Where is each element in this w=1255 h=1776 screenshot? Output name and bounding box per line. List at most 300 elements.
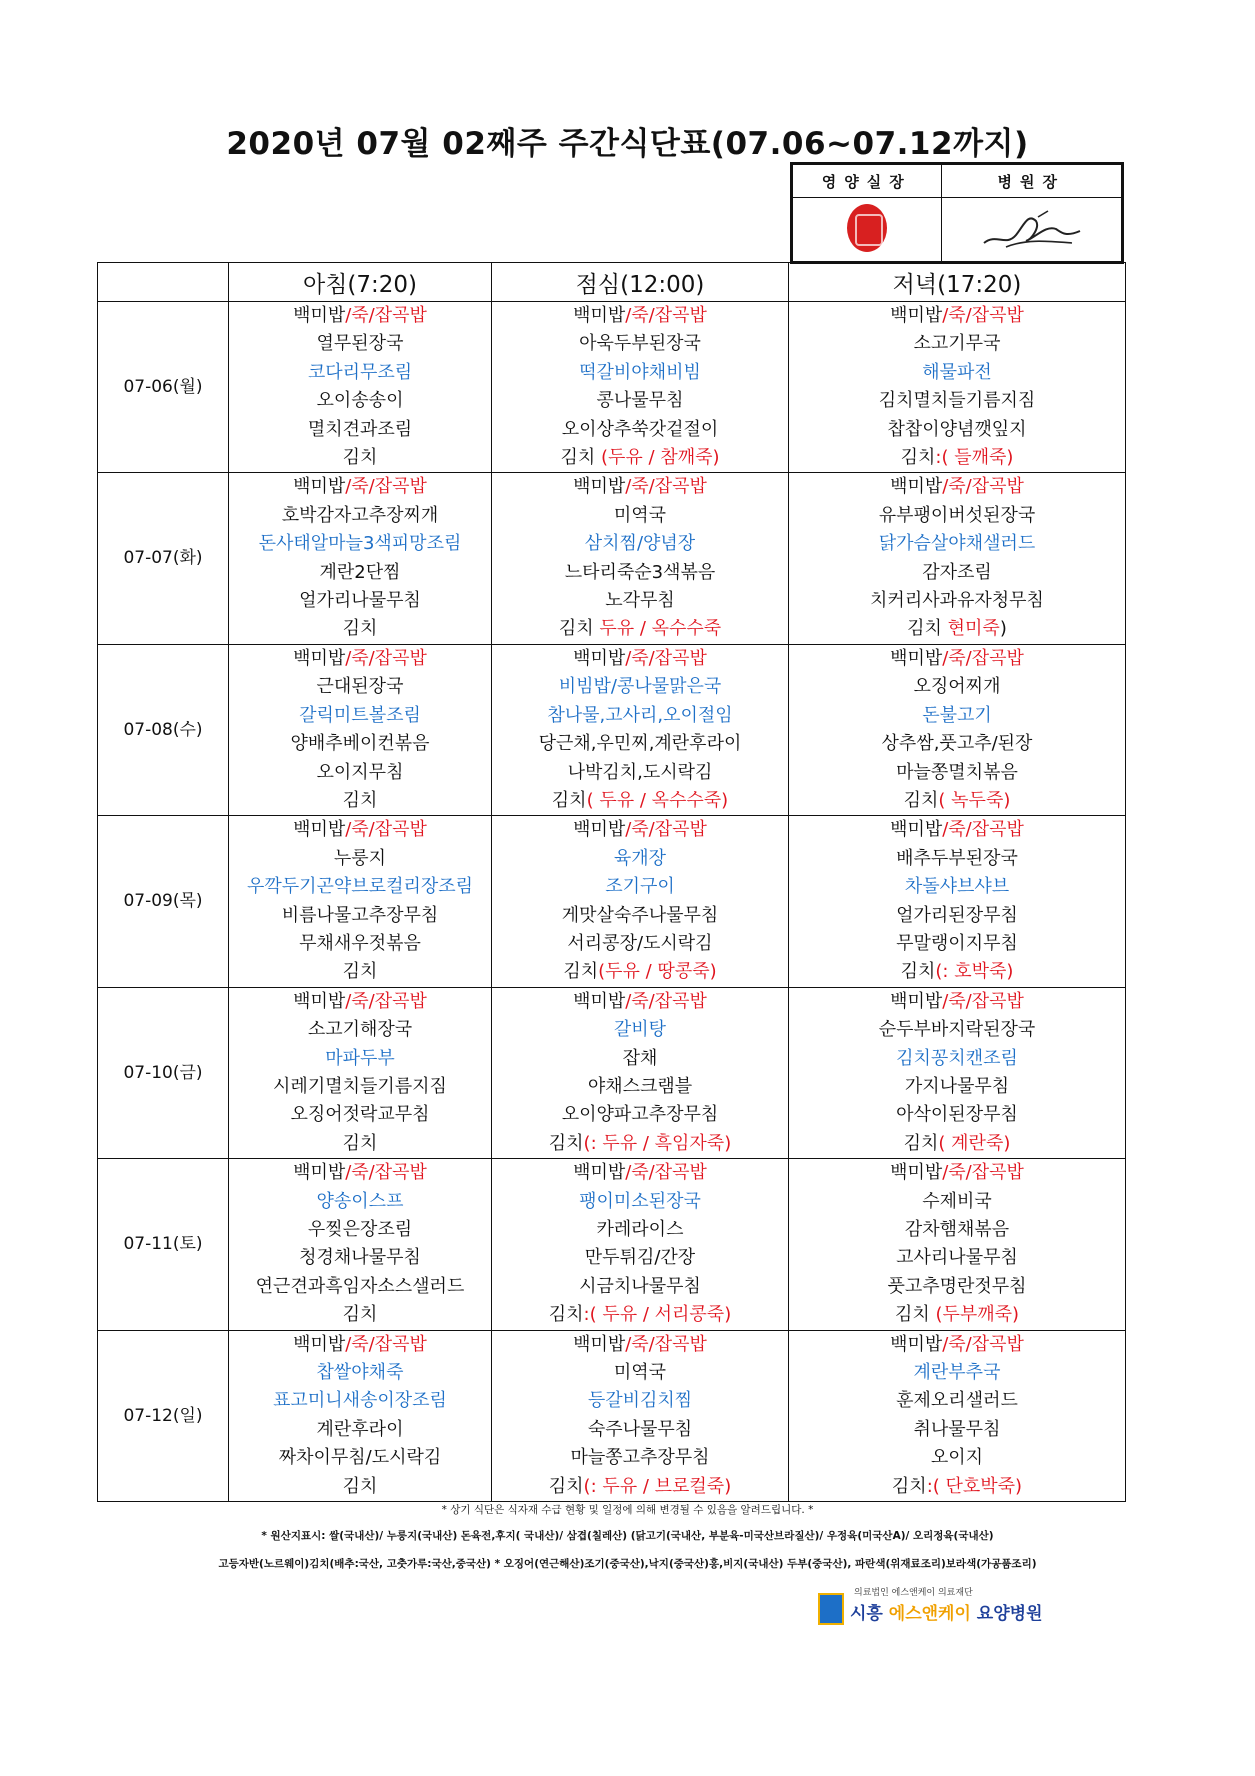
menu-item-text: 백미밥 (890, 305, 943, 326)
menu-item-text: 김치멸치들기름지짐 (878, 390, 1036, 412)
menu-item (229, 873, 491, 901)
menu-item (789, 1188, 1125, 1216)
day-label: 07-09(목) (98, 816, 229, 987)
menu-item-text: 얼가리나물무침 (299, 590, 421, 612)
menu-item (229, 1101, 491, 1129)
menu-item (229, 730, 491, 758)
menu-item-text: 당근채,우민찌,계란후라이 (538, 733, 742, 755)
menu-item-text: /죽/잡곡밥 (625, 476, 707, 498)
menu-item-text: 오징어찌개 (913, 676, 1001, 698)
menu-item-text: /죽/잡곡밥 (345, 1333, 427, 1355)
menu-item-text: 김치 (548, 1304, 584, 1326)
menu-item (789, 759, 1125, 787)
menu-item-text: 수제비국 (922, 1190, 992, 1212)
menu-item (492, 1444, 788, 1472)
menu-item-text: (: 두유 / 흑임자죽) (583, 1132, 732, 1154)
menu-item (229, 759, 491, 787)
menu-item-text: 백미밥 (293, 1162, 346, 1184)
dinner-cell (789, 302, 1126, 473)
menu-item (789, 845, 1125, 873)
menu-item-text: 김치 (560, 447, 601, 469)
menu-table (97, 262, 1126, 1502)
menu-item-text: 시레기멸치들기름지짐 (273, 1075, 447, 1097)
menu-item (229, 1473, 491, 1501)
menu-item (229, 1216, 491, 1244)
menu-item-text: 근대된장국 (316, 676, 404, 698)
menu-item-text: 상추쌈,풋고추/된장 (881, 733, 1033, 755)
logo-name (850, 1599, 1043, 1624)
menu-item-text: 김치 (903, 789, 939, 811)
menu-item-text: /죽/잡곡밥 (345, 647, 427, 669)
menu-item (492, 1473, 788, 1501)
menu-item (789, 1444, 1125, 1472)
lunch-cell (492, 987, 789, 1158)
menu-item-text: (두부깨죽) (935, 1304, 1020, 1326)
logo-subtitle: 의료법인 에스앤케이 의료재단 (854, 1588, 973, 1598)
menu-item (229, 930, 491, 958)
menu-item (492, 1273, 788, 1301)
menu-item (789, 787, 1125, 815)
day-row (98, 987, 1126, 1158)
director-signature-cell (941, 198, 1122, 262)
nutrition-stamp-cell (793, 198, 942, 262)
menu-item-text: 김치 (342, 1132, 378, 1154)
menu-item-text: 계란부추국 (913, 1362, 1001, 1384)
menu-item (229, 1244, 491, 1272)
menu-item (229, 645, 491, 673)
menu-item-text: 치커리사과유자청무침 (870, 590, 1044, 612)
menu-item-text: 카레라이스 (596, 1219, 684, 1240)
approval-nutrition-head: 영양실장 (793, 165, 942, 198)
menu-item-text: 계란후라이 (316, 1418, 404, 1440)
menu-item-text: ( 계란죽) (938, 1132, 1011, 1154)
menu-item (229, 845, 491, 873)
page-title: 2020년 07월 02째주 주간식단표(07.06~07.12까지) (226, 126, 1029, 162)
menu-item (492, 416, 788, 444)
menu-item-text: /죽/잡곡밥 (345, 476, 427, 498)
menu-item (492, 673, 788, 701)
menu-item-text: (두유 / 참깨죽) (601, 447, 720, 469)
menu-item (492, 1045, 788, 1073)
menu-item (492, 1073, 788, 1101)
menu-item (492, 759, 788, 787)
menu-item (492, 302, 788, 330)
menu-item-text: 백미밥 (890, 476, 943, 498)
breakfast-cell (229, 987, 492, 1158)
day-row (98, 302, 1126, 473)
breakfast-cell (229, 1159, 492, 1330)
menu-item-text: /죽/잡곡밥 (942, 819, 1024, 841)
menu-item (789, 1473, 1125, 1501)
menu-item (492, 902, 788, 930)
menu-item (492, 559, 788, 587)
menu-item-text: 시금치나물무침 (579, 1275, 701, 1297)
menu-item (492, 873, 788, 901)
menu-item-text: 게맛살숙주나물무침 (561, 904, 719, 926)
menu-item (492, 359, 788, 387)
menu-item-text: 콩나물무침 (596, 390, 684, 412)
menu-item-text: 만두튀김/간장 (584, 1247, 696, 1269)
breakfast-cell (229, 302, 492, 473)
day-row (98, 816, 1126, 987)
menu-item (789, 902, 1125, 930)
menu-item (229, 816, 491, 844)
menu-item-text: 오징어젓락교무침 (290, 1104, 430, 1126)
menu-item (492, 502, 788, 530)
menu-item-text: 김치 (342, 1304, 378, 1326)
menu-item (789, 473, 1125, 501)
menu-item (229, 958, 491, 986)
menu-item (789, 730, 1125, 758)
menu-item (492, 1359, 788, 1387)
menu-item-text: 김치 (342, 961, 378, 983)
menu-item (229, 587, 491, 615)
lunch-cell (492, 1330, 789, 1501)
menu-item-text: 연근견과흑임자소스샐러드 (255, 1275, 465, 1297)
menu-item-text: 느타리죽순3색볶음 (564, 561, 716, 583)
menu-item-text: 미역국 (613, 1362, 667, 1384)
menu-item (789, 1216, 1125, 1244)
menu-item-text: 오이지 (930, 1447, 984, 1469)
dinner-cell (789, 987, 1126, 1158)
menu-item-text: 김치 (548, 1132, 584, 1154)
day-row (98, 473, 1126, 644)
menu-item (492, 1416, 788, 1444)
menu-item (789, 530, 1125, 558)
menu-item (789, 1130, 1125, 1158)
menu-item (229, 673, 491, 701)
header-lunch: 점심(12:00) (492, 263, 789, 302)
menu-item-text: ( 녹두죽) (938, 789, 1011, 811)
menu-item (492, 1387, 788, 1415)
menu-item (229, 1159, 491, 1187)
menu-item-text: 우찢은장조림 (307, 1219, 413, 1240)
menu-item (229, 1273, 491, 1301)
menu-item-text: 백미밥 (573, 476, 626, 498)
menu-item-text: 백미밥 (573, 647, 626, 669)
menu-item-text: /죽/잡곡밥 (942, 990, 1024, 1012)
menu-item (492, 587, 788, 615)
breakfast-cell (229, 1330, 492, 1501)
menu-item-text: 김치 (551, 789, 587, 811)
breakfast-cell (229, 816, 492, 987)
menu-item-text: 마늘쫑고추장무침 (570, 1447, 710, 1469)
menu-item-text: 백미밥 (890, 647, 943, 669)
menu-item (789, 1016, 1125, 1044)
day-row (98, 1159, 1126, 1330)
menu-body (98, 302, 1126, 1502)
day-label: 07-08(수) (98, 644, 229, 815)
menu-item-text: 백미밥 (293, 990, 346, 1012)
menu-item (229, 473, 491, 501)
lunch-cell (492, 644, 789, 815)
menu-item-text: 감자조림 (922, 561, 992, 583)
lunch-cell (492, 1159, 789, 1330)
menu-item-text: 백미밥 (890, 1333, 943, 1355)
menu-item-text: :( 들깨죽) (935, 447, 1014, 469)
menu-item-text: 차돌샤브샤브 (904, 876, 1010, 898)
menu-item-text: 순두부바지락된장국 (878, 1019, 1036, 1041)
menu-item-text: 돈사태알마늘3색피망조림 (258, 533, 462, 555)
menu-item-text: /죽/잡곡밥 (625, 647, 707, 669)
menu-item (229, 302, 491, 330)
menu-item-text: 현미죽 (947, 618, 1000, 640)
menu-item-text: 소고기무국 (913, 333, 1001, 355)
signature-icon (976, 203, 1086, 253)
menu-item (492, 958, 788, 986)
menu-item (789, 615, 1125, 643)
menu-item-text: 비름나물고추장무침 (281, 904, 439, 926)
menu-item-text: 돈불고기 (922, 704, 992, 726)
menu-item-text: 김치꽁치캔조림 (896, 1047, 1018, 1069)
menu-item-text: /죽/잡곡밥 (625, 990, 707, 1012)
menu-item-text: 가지나물무침 (904, 1075, 1010, 1097)
menu-item (229, 988, 491, 1016)
menu-item-text: 김치 (891, 1475, 927, 1497)
menu-item (789, 1244, 1125, 1272)
menu-item (789, 958, 1125, 986)
logo-name-b: 에스앤케이 (888, 1604, 971, 1624)
logo-name-a: 시흥 (850, 1604, 889, 1624)
menu-item-text: 고사리나물무침 (896, 1247, 1018, 1269)
menu-item (229, 1444, 491, 1472)
menu-item (789, 587, 1125, 615)
menu-item-text: 풋고추명란젓무침 (887, 1275, 1027, 1297)
menu-item-text: 백미밥 (890, 1162, 943, 1184)
menu-item-text: 찹쌀야채죽 (316, 1362, 404, 1384)
menu-item (789, 1416, 1125, 1444)
menu-item-text: 김치 (900, 961, 936, 983)
menu-item-text: /죽/잡곡밥 (345, 819, 427, 841)
menu-item (229, 1016, 491, 1044)
menu-item-text: /죽/잡곡밥 (942, 1333, 1024, 1355)
menu-item-text: 청경채나물무침 (299, 1247, 421, 1269)
menu-item (492, 930, 788, 958)
menu-item (229, 1387, 491, 1415)
menu-item (492, 444, 788, 472)
menu-item (229, 559, 491, 587)
menu-item-text: 마늘쫑멸치볶음 (896, 761, 1018, 783)
hospital-logo (818, 1585, 1043, 1627)
menu-item-text: 무말랭이지무침 (896, 932, 1018, 954)
menu-item-text: 열무된장국 (316, 333, 404, 355)
menu-item-text: 호박감자고추장찌개 (281, 504, 439, 526)
menu-item-text: 얼가리된장무침 (896, 904, 1018, 926)
menu-item (229, 1130, 491, 1158)
menu-item-text: 오이상추쑥갓겉절이 (561, 418, 719, 440)
day-row (98, 644, 1126, 815)
menu-item-text: 김치 (907, 618, 948, 640)
menu-item (229, 502, 491, 530)
menu-item-text: /죽/잡곡밥 (345, 305, 427, 326)
menu-item (789, 1073, 1125, 1101)
breakfast-cell (229, 644, 492, 815)
menu-item (492, 1016, 788, 1044)
menu-item-text: (: 두유 / 브로컬죽) (583, 1475, 732, 1497)
menu-item-text: /죽/잡곡밥 (942, 305, 1024, 326)
menu-item-text: 오이양파고추장무침 (561, 1104, 719, 1126)
menu-item-text: 찹찹이양념깻잎지 (887, 418, 1027, 440)
menu-item-text: 표고미니새송이장조림 (273, 1390, 447, 1412)
menu-item (492, 1331, 788, 1359)
menu-item-text: 등갈비김치찜 (587, 1390, 693, 1412)
menu-item-text: 갈릭미트볼조림 (299, 704, 421, 726)
menu-item (492, 645, 788, 673)
menu-item-text: 무채새우젓볶음 (299, 932, 421, 954)
menu-item-text: 백미밥 (293, 305, 346, 326)
menu-item-text: 김치 (894, 1304, 936, 1326)
menu-item (492, 1244, 788, 1272)
day-label: 07-06(월) (98, 302, 229, 473)
menu-item (789, 444, 1125, 472)
menu-item (492, 615, 788, 643)
logo-name-c: 요양병원 (970, 1604, 1043, 1624)
menu-item-text: 백미밥 (573, 819, 626, 841)
menu-item (229, 787, 491, 815)
menu-item-text: 김치 (558, 618, 600, 640)
menu-item-text: 백미밥 (573, 990, 626, 1012)
origin-text-2: 고등자반(노르웨이)김치(배추:국산, 고춧가루:국산,중국산) * 오징어(연근해산)조기(중국산),낙지(중국산)홍,비지(국내산) 두부(중국산), 파란색(위재료조리)보라색(가공품조리) (218, 1558, 1037, 1570)
menu-item (229, 1416, 491, 1444)
menu-item-text: 배추두부된장국 (896, 847, 1018, 869)
menu-item (229, 530, 491, 558)
menu-item (492, 787, 788, 815)
menu-item-text: 오이지무침 (316, 761, 404, 783)
approval-director: 병원장 (941, 165, 1122, 198)
menu-item-text: 소고기해장국 (307, 1019, 413, 1041)
menu-item-text: 김치 (342, 1475, 378, 1497)
menu-item-text: 멸치견과조림 (307, 418, 413, 440)
header-breakfast: 아침(7:20) (229, 263, 492, 302)
menu-item-text: 노각무침 (605, 590, 675, 612)
menu-item-text: /죽/잡곡밥 (942, 647, 1024, 669)
menu-item (229, 1301, 491, 1329)
menu-item-text: 야채스크램블 (587, 1075, 693, 1097)
menu-item (789, 1045, 1125, 1073)
menu-item (789, 1331, 1125, 1359)
menu-item (229, 1073, 491, 1101)
menu-item (229, 359, 491, 387)
menu-item-text: 육개장 (613, 847, 667, 869)
menu-item-text: /죽/잡곡밥 (625, 819, 707, 841)
menu-item-text: /죽/잡곡밥 (625, 1333, 707, 1355)
menu-item (229, 444, 491, 472)
menu-item-text: 훈제오리샐러드 (896, 1390, 1018, 1412)
menu-item (229, 416, 491, 444)
dinner-cell (789, 1330, 1126, 1501)
menu-item (229, 902, 491, 930)
menu-item-text: 팽이미소된장국 (579, 1190, 701, 1212)
menu-item (492, 1216, 788, 1244)
seal-stamp-icon (847, 204, 887, 252)
menu-item (229, 387, 491, 415)
menu-item (789, 930, 1125, 958)
menu-item (789, 387, 1125, 415)
menu-item-text: 짜차이무침/도시락김 (278, 1447, 442, 1469)
menu-item-text: ) (999, 618, 1007, 640)
menu-item (789, 1101, 1125, 1129)
menu-item (492, 1101, 788, 1129)
menu-item-text: 양배추베이컨볶음 (290, 733, 430, 755)
approval-box (790, 162, 1124, 264)
menu-item-text: 조기구이 (605, 876, 675, 898)
menu-item (789, 673, 1125, 701)
menu-item-text: 김치 (563, 961, 599, 983)
menu-item-text: 양송이스프 (316, 1190, 404, 1212)
menu-item (492, 473, 788, 501)
menu-item (492, 1130, 788, 1158)
menu-item-text: 미역국 (613, 504, 667, 526)
menu-item (229, 1045, 491, 1073)
menu-item-text: 코다리무조림 (307, 361, 413, 383)
menu-item-text: 유부팽이버섯된장국 (878, 504, 1036, 526)
hospital-logo-icon (818, 1593, 844, 1625)
menu-item-text: 김치 (900, 447, 936, 469)
menu-item (789, 1301, 1125, 1329)
menu-item-text: 백미밥 (890, 990, 943, 1012)
menu-item-text: /죽/잡곡밥 (625, 1162, 707, 1184)
menu-item (492, 530, 788, 558)
menu-item-text: 김치 (548, 1475, 584, 1497)
menu-item (789, 988, 1125, 1016)
menu-item-text: 오이송송이 (316, 390, 404, 412)
menu-item-text: 취나물무침 (913, 1418, 1001, 1440)
menu-item-text: :( 두유 / 서리콩죽) (583, 1304, 732, 1326)
menu-item-text: 김치 (342, 447, 378, 469)
menu-item (492, 702, 788, 730)
day-row (98, 1330, 1126, 1501)
dinner-cell (789, 1159, 1126, 1330)
day-label: 07-12(일) (98, 1330, 229, 1501)
menu-item-text: 백미밥 (573, 305, 626, 326)
menu-item-text: 김치 (903, 1132, 939, 1154)
menu-item (789, 1359, 1125, 1387)
menu-item (492, 845, 788, 873)
menu-item-text: 나박김치,도시락김 (567, 761, 713, 783)
menu-item-text: (두유 / 땅콩죽) (598, 961, 717, 983)
day-label: 07-07(화) (98, 473, 229, 644)
menu-item-text: 아삭이된장무침 (896, 1104, 1018, 1126)
menu-item-text: 비빔밥/콩나물맑은국 (558, 676, 722, 698)
menu-item (229, 1359, 491, 1387)
menu-item-text: 감차햄채볶음 (904, 1219, 1010, 1240)
lunch-cell (492, 302, 789, 473)
menu-item-text: 닭가슴살야채샐러드 (878, 533, 1036, 555)
menu-item-text: :( 단호박죽) (926, 1475, 1023, 1497)
menu-item-text: 잡채 (622, 1047, 658, 1069)
corner-header (98, 263, 229, 302)
breakfast-cell (229, 473, 492, 644)
menu-item-text: 삼치찜/양념장 (584, 533, 696, 555)
menu-item-text: 숙주나물무침 (587, 1418, 693, 1440)
menu-item (789, 645, 1125, 673)
menu-item (789, 302, 1125, 330)
menu-item (492, 1188, 788, 1216)
menu-item (789, 359, 1125, 387)
menu-item-text: 떡갈비야채비빔 (579, 361, 701, 383)
menu-item-text: /죽/잡곡밥 (942, 476, 1024, 498)
menu-item (789, 873, 1125, 901)
day-label: 07-10(금) (98, 987, 229, 1158)
menu-item (229, 1188, 491, 1216)
origin-text-1: * 원산지표시: 쌀(국내산)/ 누룽지(국내산) 돈육전,후지( 국내산)/ 삼겹(칠레산) (닭고기(국내산, 부분육-미국산브라질산)/ 우정육(미국산A)/ 오리정육(국내산) (261, 1530, 994, 1542)
menu-item (229, 1331, 491, 1359)
dinner-cell (789, 816, 1126, 987)
menu-item-text: 참나물,고사리,오이절임 (547, 704, 733, 726)
menu-item (789, 502, 1125, 530)
lunch-cell (492, 816, 789, 987)
menu-item (492, 387, 788, 415)
